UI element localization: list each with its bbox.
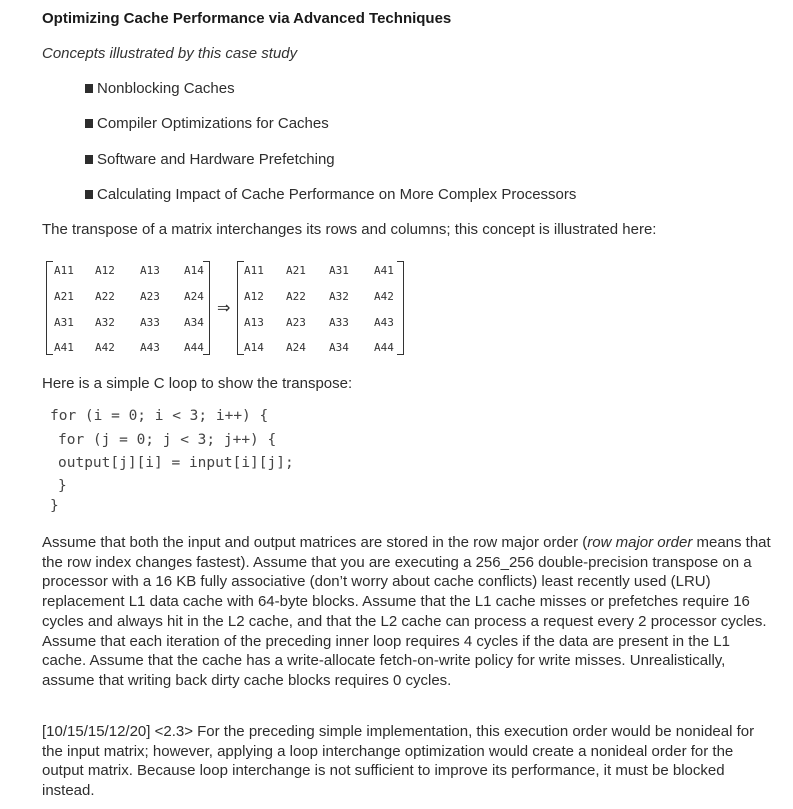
- matrix-cell: A33: [140, 316, 160, 329]
- matrix-cell: A12: [244, 290, 264, 303]
- matrix-cell: A44: [374, 341, 394, 354]
- matrix-cell: A43: [140, 341, 160, 354]
- concepts-subtitle: Concepts illustrated by this case study: [42, 45, 298, 62]
- concept-item: Compiler Optimizations for Caches: [85, 115, 329, 132]
- matrix-cell: A22: [286, 290, 306, 303]
- code-line: }: [58, 478, 67, 494]
- matrix-cell: A23: [286, 316, 306, 329]
- transpose-intro: The transpose of a matrix interchanges its rows and columns; this concept is illustrated here:: [42, 221, 657, 238]
- matrix-cell: A14: [184, 264, 204, 277]
- output-matrix: [237, 261, 404, 355]
- matrix-cell: A41: [54, 341, 74, 354]
- matrix-cell: A24: [286, 341, 306, 354]
- matrix-cell: A24: [184, 290, 204, 303]
- bullet-icon: [85, 119, 93, 128]
- assumptions-paragraph: Assume that both the input and output matrices are stored in the row major order (row major order means that the row index changes fastest). Assume that you are executing a 256_256 double-precision transpose on a processor with a 16 KB fully associative (don’t worry about cache conflicts) least recently used (LRU) replacement L1 data cache with 64-byte blocks. Assume that the L1 cache misses or prefetches require 16 cycles and always hit in the L2 cache, and that the L2 cache can process a request every 2 processor cycles. Assume that each iteration of the preceding inner loop requires 4 cycles if the data are present in the L1 cache. Assume that the cache has a write-allocate fetch-on-write policy for write misses. Unrealistically, assume that writing back dirty cache blocks requires 0 cycles.: [42, 534, 771, 689]
- bullet-icon: [85, 84, 93, 93]
- matrix-cell: A13: [140, 264, 160, 277]
- matrix-cell: A22: [95, 290, 115, 303]
- matrix-cell: A41: [374, 264, 394, 277]
- matrix-cell: A34: [329, 341, 349, 354]
- code-line: for (i = 0; i < 3; i++) {: [50, 408, 269, 424]
- matrix-cell: A21: [54, 290, 74, 303]
- page-title: Optimizing Cache Performance via Advanced Techniques: [42, 10, 452, 27]
- matrix-cell: A14: [244, 341, 264, 354]
- concept-item: Nonblocking Caches: [85, 80, 235, 97]
- matrix-cell: A23: [140, 290, 160, 303]
- bullet-icon: [85, 190, 93, 199]
- matrix-cell: A13: [244, 316, 264, 329]
- matrix-cell: A11: [54, 264, 74, 277]
- matrix-cell: A33: [329, 316, 349, 329]
- bullet-icon: [85, 155, 93, 164]
- code-line: for (j = 0; j < 3; j++) {: [58, 432, 277, 448]
- matrix-cell: A31: [54, 316, 74, 329]
- matrix-cell: A21: [286, 264, 306, 277]
- question-paragraph: [10/15/15/12/20] <2.3> For the preceding simple implementation, this execution order would be nonideal for the input matrix; however, applying a loop interchange optimization would create a nonideal order for the output matrix. Because loop interchange is not sufficient to improve its performance, it must be blocked instead.: [42, 723, 755, 800]
- matrix-cell: A11: [244, 264, 264, 277]
- input-matrix: [46, 261, 210, 355]
- matrix-cell: A42: [374, 290, 394, 303]
- code-line: output[j][i] = input[i][j];: [58, 455, 294, 471]
- matrix-cell: A43: [374, 316, 394, 329]
- matrix-cell: A31: [329, 264, 349, 277]
- concept-item: Calculating Impact of Cache Performance on More Complex Processors: [85, 186, 576, 203]
- matrix-cell: A32: [329, 290, 349, 303]
- matrix-cell: A34: [184, 316, 204, 329]
- loop-intro: Here is a simple C loop to show the transpose:: [42, 375, 353, 392]
- matrix-cell: A32: [95, 316, 115, 329]
- matrix-cell: A12: [95, 264, 115, 277]
- concept-item: Software and Hardware Prefetching: [85, 151, 335, 168]
- matrix-cell: A42: [95, 341, 115, 354]
- transpose-arrow-icon: ⇒: [217, 300, 231, 317]
- code-line: }: [50, 498, 59, 514]
- matrix-cell: A44: [184, 341, 204, 354]
